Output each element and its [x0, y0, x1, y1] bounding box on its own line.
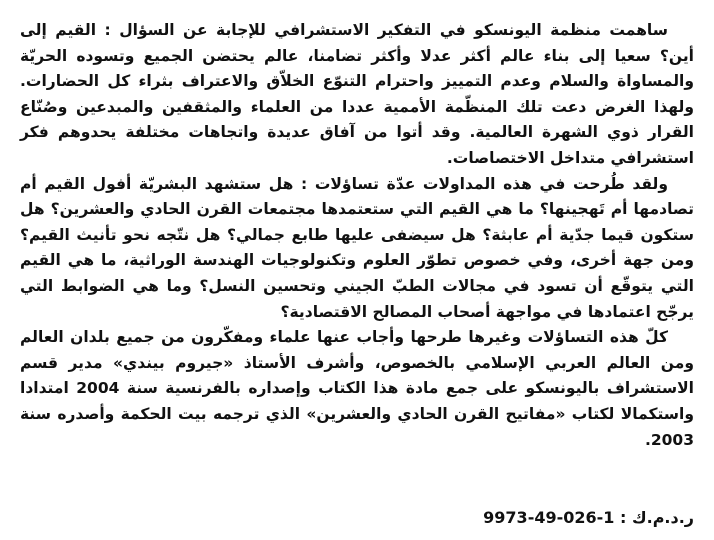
- paragraph-questions: ولقد طُرحت في هذه المداولات عدّة تساؤلات : هل ستشهد البشريّة أفول القيم أم تصادمها أم تَهجينها؟ ما هي القيم التي ستعتمدها مجتمعات القرن الحادي والعشرين؟ هل ستكون قيما جدّية أم عابثة؟ هل سيضفى عليها طابع جمالي؟ هل نتّجه نحو تأنيث القيم؟ ومن جهة أخرى، وفي خصوص تطوّر العلوم وتكنولوجيات الهندسة الوراثية، ما هي القيم التي يتوقّع أن تسود في مجالات الطبّ الجيني وتحسين النسل؟ وما هي الضوابط التي يرجّح اعتمادها في مواجهة أصحاب المصالح الاقتصادية؟: [20, 174, 694, 321]
- paragraph-unesco-foresight: ساهمت منظمة اليونسكو في التفكير الاستشرافي للإجابة عن السؤال : القيم إلى أين؟ سعيا إلى بناء عالم أكثر عدلا وأكثر تضامنا، عالم يحتضن الجميع وتسوده الحريّة والمساواة والسلام وعدم التمييز واحترام التنوّع الخلاّق والاعتراف بثراء كل الحضارات. ولهذا الغرض دعت تلك المنظّمة الأممية عددا من العلماء والمثقفين والمبدعين وصُنّاع القرار ذوي الشهرة العالمية. وقد أتوا من آفاق عديدة واتجاهات مختلفة يحدوهم فكر استشرافي متداخل الاختصاصات.: [20, 21, 694, 167]
- isbn-label: ر.د.م.ك :: [619, 508, 694, 527]
- paragraph-contributors: كلّ هذه التساؤلات وغيرها طرحها وأجاب عنها علماء ومفكّرون من جميع بلدان العالم ومن العالم العربي الإسلامي بالخصوص، وأشرف الأستاذ «جيروم بيندي» مدير قسم الاستشراف باليونسكو على جمع مادة هذا الكتاب وإصداره بالفرنسية سنة 2004 امتدادا واستكمالا لكتاب «مفاتيح القرن الحادي والعشرين» الذي ترجمه بيت الحكمة وأصدره سنة 2003.: [20, 328, 694, 449]
- isbn-number: 9973-49-026-1: [483, 508, 615, 527]
- isbn-line: [20, 506, 694, 530]
